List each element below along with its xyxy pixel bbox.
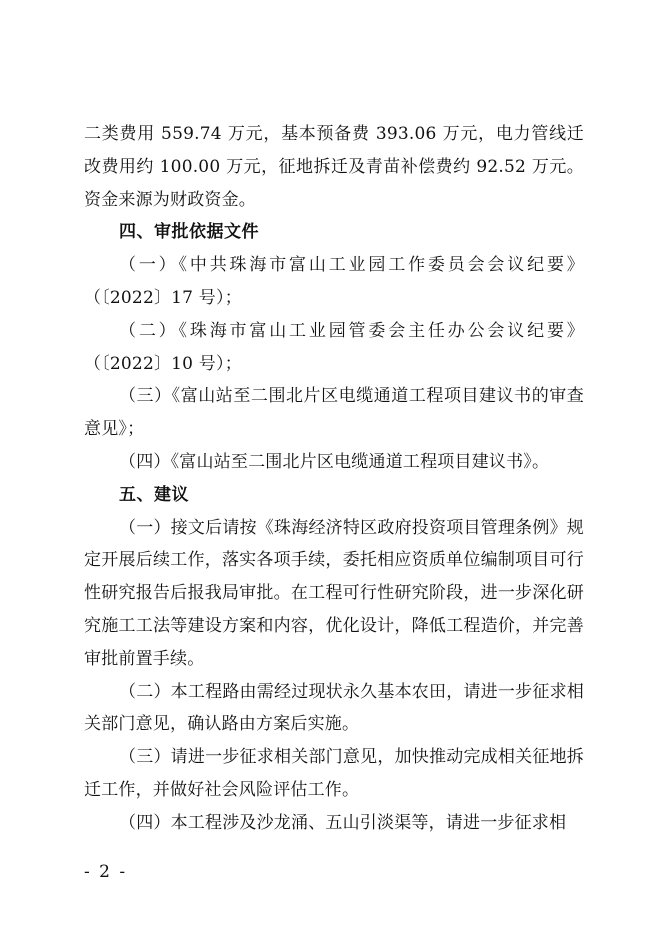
recommendation-item-2: （二）本工程路由需经过现状永久基本农田，请进一步征求相关部门意见，确认路由方案后实施。 [84, 681, 584, 735]
section-heading-approval-basis: 四、审批依据文件 [119, 222, 259, 243]
approval-basis-item-1: （一）《中共珠海市富山工业园工作委员会会议纪要》（〔2022〕17 号）； [84, 255, 584, 308]
cost-summary-paragraph: 二类费用 559.74 万元，基本预备费 393.06 万元，电力管线迁改费用约 100.00 万元，征地拆迁及青苗补偿费约 92.52 万元。资金来源为财政资金。 [84, 124, 584, 210]
approval-basis-item-4: （四）《富山站至二围北片区电缆通道工程项目建议书》。 [119, 451, 550, 472]
page-number: - 2 - [84, 862, 128, 882]
approval-basis-item-2: （二）《珠海市富山工业园管委会主任办公会议纪要》（〔2022〕10 号）； [84, 320, 584, 374]
document-body [84, 118, 584, 840]
approval-basis-item-3: （三）《富山站至二围北片区电缆通道工程项目建议书的审查意见》； [84, 386, 584, 440]
recommendation-item-3: （三）请进一步征求相关部门意见，加快推动完成相关征地拆迁工作，并做好社会风险评估工作。 [84, 747, 584, 800]
section-heading-recommendations: 五、建议 [119, 484, 189, 505]
recommendation-item-4: （四）本工程涉及沙龙涌、五山引淡渠等，请进一步征求相 [119, 812, 567, 833]
recommendation-item-1: （一）接文后请按《珠海经济特区政府投资项目管理条例》规定开展后续工作，落实各项手续，委托相应资质单位编制项目可行性研究报告后报我局审批。在工程可行性研究阶段，进一步深化研究施工工法等建设方案和内容，优化设计，降低工程造价，并完善审批前置手续。 [84, 517, 584, 669]
